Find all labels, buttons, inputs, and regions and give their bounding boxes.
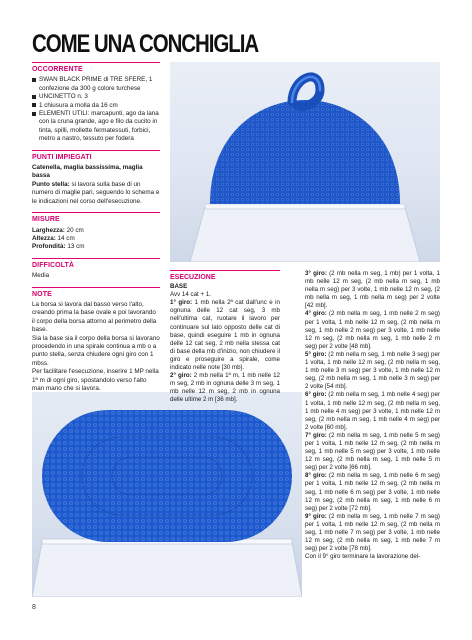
difficolta-heading: DIFFICOLTÀ — [32, 261, 75, 269]
difficolta-value: Media — [32, 272, 50, 280]
measure-value: 13 cm — [65, 243, 85, 251]
base-subheading: BASE — [170, 283, 188, 291]
occorrente-heading: OCCORRENTE — [32, 66, 83, 73]
measure-label: Profondità: — [32, 243, 66, 251]
crochet-bag-illustration — [170, 62, 440, 262]
round-text: (2 mb nella m seg, 1 mb nelle 3 seg) per 1 volta, 1 mb nelle 12 m seg, (2 mb nella m seg, 1 mb nelle 3 m seg) per 3 volte, 1 mb nelle 12 m seg, (2 mb nella m seg, 1 mb nelle 3 m seg) per 2 volte [54 mb]. — [305, 350, 440, 391]
note-section — [32, 287, 160, 394]
crochet-base-illustration — [32, 392, 302, 597]
bag-photo-base — [32, 392, 302, 597]
round-label: 5° giro: — [305, 350, 327, 358]
round-text: (2 mb nella m seg, 1 mb nelle 6 m seg) per 1 volta, 1 mb nelle 12 m seg, (2 mb nella m seg, 1 mb nelle 6 m seg) per 3 volte, 1 mb nelle 12 m seg, (2 mb nella m seg, 1 mb nelle 6 m seg) per 2 volte [72 mb]. — [305, 472, 440, 512]
misure-heading: MISURE — [32, 216, 60, 224]
materials-item — [32, 110, 160, 144]
round-text: 1 mb nella 2ª cat dall'unc e in ognuna delle 12 cat seg, 3 mb nell'ultima cat, ruotare il lavoro per continuare sul lato opposto delle cat di base, quindi eseguire 1 mb in ognuna delle 12 cat seg, 2 mb nella stessa cat di base della mb d'inizio, non chiudere il giro e proseguire a spirale, come indicato nelle note [30 mb]. — [170, 299, 280, 372]
round-instruction — [305, 513, 440, 553]
section-divider — [32, 287, 160, 288]
measure-row — [32, 243, 160, 251]
round-instruction — [305, 351, 440, 391]
measure-label: Larghezza: — [32, 226, 65, 234]
round-instruction — [305, 432, 440, 472]
round-instruction — [305, 270, 440, 310]
materials-item — [32, 102, 160, 110]
section-divider — [32, 62, 160, 63]
round-label: 6° giro: — [305, 391, 327, 399]
note-paragraph: Per facilitare l'esecuzione, inserire 1 MP nella 1ª m di ogni giro, spostandolo verso l'alto man mano che si lavora. — [32, 368, 159, 392]
round-label: 8° giro: — [305, 472, 327, 480]
materials-item-text: 1 chiusura a molla da 16 cm — [39, 101, 118, 109]
page-number: 8 — [32, 604, 36, 611]
punti-heading: PUNTI IMPIEGATI — [32, 153, 92, 161]
materials-item-text: UNCINETTO n. 3 — [39, 93, 88, 101]
misure-section — [32, 212, 160, 252]
measure-row — [32, 235, 160, 243]
round-text: (2 mb nella m seg, 1 mb nelle 5 m seg) per 1 volta, 1 mb nelle 12 m seg, (2 mb nella m seg, 1 mb nelle 5 m seg) per 3 volte, 1 mb nelle 12 m seg, (2 mb nella m seg, 1 mb nelle 5 m seg) per 2 volte [66 mb]. — [305, 431, 440, 472]
round-instruction — [170, 299, 280, 372]
round-text: (2 mb nella m seg, 1 mb nelle 7 m seg) per 1 volta, 1 mb nelle 12 m seg, (2 mb nella m seg, 1 mb nelle 7 m seg) per 3 volte, 1 mb nelle 12 m seg, (2 mb nella m seg, 1 mb nelle 7 m seg) per 2 volte [78 mb]. — [305, 512, 440, 553]
note-paragraph: La borsa si lavora dal basso verso l'alto, creando prima la base ovale e poi lavorando il corpo della borsa attorno al perimetro della base. — [32, 300, 157, 334]
base-intro: Avv 14 cat + 1. — [170, 291, 211, 299]
section-divider — [32, 258, 160, 259]
stella-label: Punto stella: — [32, 180, 70, 188]
measure-value: 14 cm — [55, 234, 75, 242]
measure-value: 20 cm — [64, 226, 84, 234]
round-instruction — [170, 372, 280, 404]
esecuzione-column — [170, 270, 280, 405]
section-divider — [32, 150, 160, 151]
round-label: 1° giro: — [170, 299, 193, 307]
round-label: 9° giro: — [305, 512, 327, 520]
esecuzione-continued-column — [305, 270, 440, 561]
round-text: (2 mb nella m seg, 1 mb) per 1 volta, 1 mb nelle 12 m seg, (2 mb nella m seg, 1 mb nella m seg) per 3 volte, 1 mb nelle 12 m seg, (2 mb nella m seg, 1 mb nella m seg) per 2 volte [42 mb]. — [305, 270, 440, 310]
materials-item-text: ELEMENTI UTILI: marcapunti, ago da lana con la cruna grande, ago e filo da cucito in tinta, spilli, mollette fermatessuti, forbici, metro a nastro, tessuto per fodera — [39, 110, 159, 143]
round-instruction — [305, 310, 440, 350]
round-label: 3° giro: — [305, 270, 327, 277]
round-instruction — [305, 391, 440, 431]
esecuzione-heading: ESECUZIONE — [170, 274, 216, 281]
round-instruction — [305, 472, 440, 512]
bag-photo-side — [170, 62, 440, 262]
occorrente-section — [32, 62, 160, 144]
round-label: 7° giro: — [305, 431, 327, 439]
punti-section — [32, 150, 160, 206]
round-label: 4° giro: — [305, 310, 327, 318]
section-divider — [32, 212, 160, 213]
round-text: (2 mb nella m seg, 1 mb nelle 2 m seg) per 1 volta, 1 mb nelle 12 m seg, (2 mb nella m seg, 1 mb nelle 2 m seg) per 3 volte, 1 mb nelle 12 m seg, (2 mb nella m seg, 1 mb nelle 2 m seg) per 2 volte [48 mb]. — [305, 310, 440, 350]
sidebar-column — [32, 62, 160, 399]
round-label: 2° giro: — [170, 372, 192, 380]
materials-item — [32, 76, 160, 93]
round-text: (2 mb nella m seg, 1 mb nelle 4 seg) per 1 volta, 1 mb nelle 12 m seg, (2 mb nella m seg, 1 mb nelle 4 m seg) per 3 volte, 1 mb nelle 12 m seg, (2 mb nella m seg, 1 mb nelle 4 m seg) per 2 volte [60 mb]. — [305, 391, 440, 431]
note-heading: NOTE — [32, 290, 52, 298]
round-text: 2 mb nella 1ª m, 1 mb nelle 12 m seg, 2 mb in ognuna delle 3 m seg, 1 mb nelle 12 m seg, 2 mb in ognuna delle ultime 2 m [36 mb]. — [170, 372, 280, 404]
materials-item — [32, 93, 160, 101]
measure-label: Altezza: — [32, 234, 56, 242]
materials-item-text: SWAN BLACK PRIME di TRE SFERE, 1 confezione da 300 g colore turchese — [39, 76, 153, 92]
stitches-list: Catenella, maglia bassissima, maglia bassa — [32, 164, 143, 180]
section-divider — [170, 270, 280, 271]
page-title: COME UNA CONCHIGLIA — [32, 30, 259, 58]
difficolta-section — [32, 258, 160, 281]
stella-text: si lavora sulla base di un numero di maglie pari, seguendo lo schema e le indicazioni nel corso dell'esecuzione. — [32, 180, 160, 205]
closing-text: Con il 9° giro terminare la lavorazione del- — [305, 553, 421, 561]
measure-row — [32, 227, 160, 235]
note-paragraph: Sia la base sia il corpo della borsa si lavorano procedendo in una spirale continua a mb o a punto stella, senza chiudere ogni giro con 1 mbss. — [32, 334, 160, 367]
